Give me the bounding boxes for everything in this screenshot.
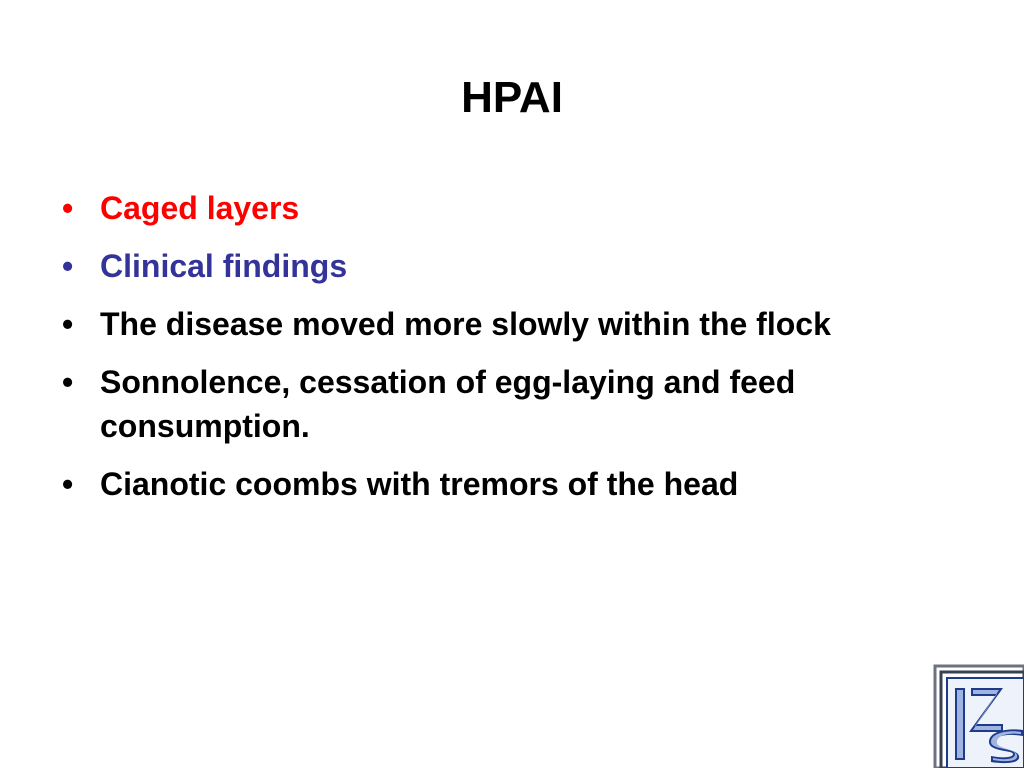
- izs-logo-icon: [933, 664, 1024, 768]
- bullet-text: Cianotic coombs with tremors of the head: [100, 466, 739, 502]
- bullet-dot: •: [62, 466, 74, 502]
- bullet-text: The disease moved more slowly within the flock: [100, 306, 831, 342]
- bullet-item-cyanotic-combs: [62, 462, 922, 506]
- bullet-text: Sonnolence, cessation of egg-laying and feed consumption.: [100, 364, 796, 444]
- bullet-text: Caged layers: [100, 190, 300, 226]
- slide-title: HPAI: [461, 73, 563, 122]
- bullet-list: [62, 186, 922, 520]
- bullet-dot: •: [62, 306, 74, 342]
- bullet-item-disease-spread: [62, 302, 922, 346]
- bullet-item-clinical-findings: [62, 244, 922, 288]
- bullet-dot: •: [62, 364, 74, 400]
- bullet-dot: •: [62, 190, 74, 226]
- bullet-item-caged-layers: [62, 186, 922, 230]
- bullet-dot: •: [62, 248, 74, 284]
- bullet-text: Clinical findings: [100, 248, 348, 284]
- bullet-item-symptoms: [62, 360, 922, 448]
